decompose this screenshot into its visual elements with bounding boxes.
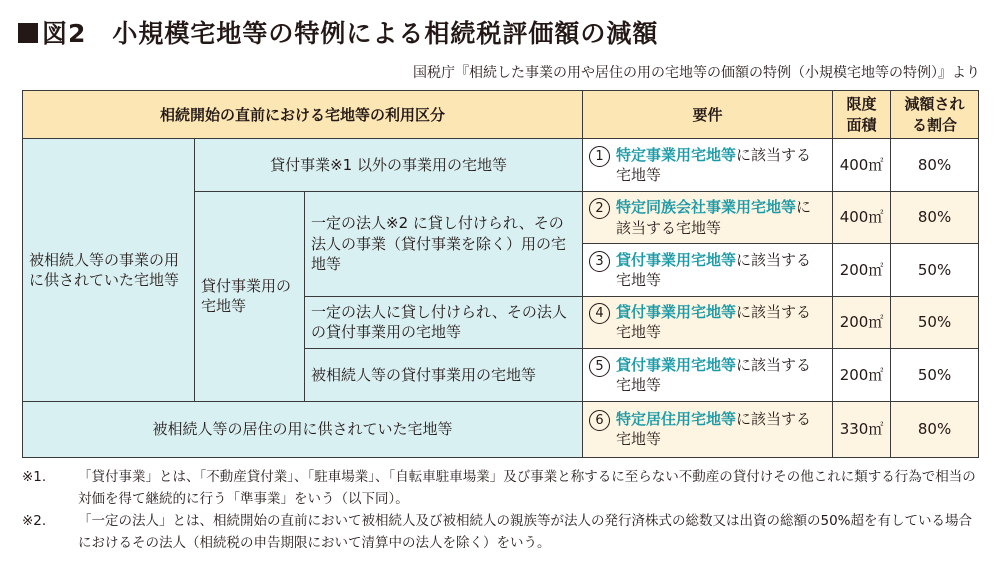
footnote-2	[22, 510, 982, 554]
limit-area-cell: 200㎡	[833, 296, 891, 348]
reduction-rate-cell: 80%	[891, 191, 979, 243]
circled-number: 4	[589, 303, 610, 324]
table-row	[23, 401, 979, 458]
footnote-mark: ※1.	[22, 469, 47, 485]
use-cell: 貸付事業※1 以外の事業用の宅地等	[195, 139, 583, 191]
reduction-table	[22, 90, 979, 458]
figure-title	[18, 14, 658, 50]
reduction-rate-cell: 80%	[891, 401, 979, 458]
circled-number: 2	[589, 198, 610, 219]
circled-number: 1	[589, 146, 610, 167]
footnote-text: 「一定の法人」とは、相続開始の直前において被相続人及び被相続人の親族等が法人の発行済株式の総数又は出資の総額の50%超を有している場合におけるその法人（相続税の申告期限において清算中の法人を除く）をいう。	[78, 513, 973, 551]
requirement-cell: 4 貸付事業用宅地等に該当する宅地等	[583, 296, 833, 348]
header-category: 相続開始の直前における宅地等の利用区分	[23, 91, 583, 139]
header-limit-area: 限度 面積	[833, 91, 891, 139]
requirement-cell: 1 特定事業用宅地等に該当する宅地等	[583, 139, 833, 191]
requirement-cell: 5 貸付事業用宅地等に該当する宅地等	[583, 349, 833, 401]
footnotes	[22, 466, 982, 554]
footnote-mark: ※2.	[22, 513, 47, 529]
limit-area-cell: 200㎡	[833, 349, 891, 401]
footnote-text: 「貸付事業」とは、「不動産貸付業」、「駐車場業」、「自転車駐車場業」及び事業と称するに至らない不動産の貸付けその他これに類する行為で相当の対価を得て継続的に行う「準事業」をいう（以下同）。	[78, 469, 976, 507]
group-rental-business-use: 貸付事業用の宅地等	[195, 191, 305, 401]
header-requirement: 要件	[583, 91, 833, 139]
requirement-cell: 3 貸付事業用宅地等に該当する宅地等	[583, 244, 833, 296]
use-cell: 一定の法人※2 に貸し付けられ、その法人の事業（貸付事業を除く）用の宅地等	[305, 191, 583, 296]
circled-number: 3	[589, 251, 610, 272]
footnote-1	[22, 466, 982, 510]
reduction-rate-cell: 80%	[891, 139, 979, 191]
requirement-cell: 2 特定同族会社事業用宅地等に該当する宅地等	[583, 191, 833, 243]
table-row	[23, 139, 979, 191]
table-header-row	[23, 91, 979, 139]
requirement-cell: 6 特定居住用宅地等に該当する宅地等	[583, 401, 833, 458]
group-business-use: 被相続人等の事業の用に供されていた宅地等	[23, 139, 195, 401]
circled-number: 5	[589, 356, 610, 377]
limit-area-cell: 400㎡	[833, 191, 891, 243]
circled-number: 6	[589, 410, 610, 431]
limit-area-cell: 330㎡	[833, 401, 891, 458]
reduction-rate-cell: 50%	[891, 244, 979, 296]
reduction-rate-cell: 50%	[891, 296, 979, 348]
square-bullet-icon	[18, 23, 38, 43]
header-reduction-rate: 減額され る割合	[891, 91, 979, 139]
reduction-rate-cell: 50%	[891, 349, 979, 401]
use-cell: 一定の法人に貸し付けられ、その法人の貸付事業用の宅地等	[305, 296, 583, 348]
source-caption: 国税庁『相続した事業の用や居住の用の宅地等の価額の特例（小規模宅地等の特例）』より	[413, 65, 980, 81]
figure-title-text: 図2 小規模宅地等の特例による相続税評価額の減額	[42, 19, 659, 48]
use-cell: 被相続人等の貸付事業用の宅地等	[305, 349, 583, 401]
limit-area-cell: 200㎡	[833, 244, 891, 296]
limit-area-cell: 400㎡	[833, 139, 891, 191]
group-residence-use: 被相続人等の居住の用に供されていた宅地等	[23, 401, 583, 458]
